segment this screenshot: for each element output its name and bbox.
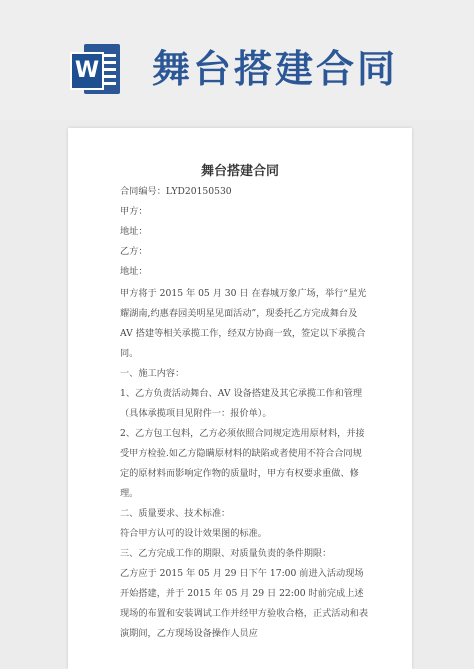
banner-title: 舞台搭建合同 <box>152 47 399 91</box>
party-b-label: 乙方： <box>120 246 148 257</box>
party-a-label: 甲方： <box>120 206 148 217</box>
header-banner <box>0 0 474 120</box>
document-title: 舞台搭建合同 <box>200 164 279 179</box>
section-1-item-1: 1、乙方负责活动舞台、AV 设备搭建及其它承揽工作和管理（具体承揽项目见附件一：报价单）。 <box>120 388 363 419</box>
party-b-address-label: 地址： <box>120 266 148 277</box>
document-page <box>68 128 412 669</box>
party-a-address-label: 地址： <box>120 226 148 237</box>
section-2-heading: 二、质量要求、技术标准： <box>120 508 231 519</box>
intro-paragraph: 甲方将于 2015 年 05 月 30 日 在春城万象广场，举行“星光耀湖南,约惠春园美明星见面活动”，现委托乙方完成舞台及 AV 搭建等相关承揽工作，经双方协商一致，签定以下承揽合同。 <box>120 288 367 359</box>
section-1-item-2: 2、乙方包工包料，乙方必须依照合同规定选用原材料，并接受甲方检验.如乙方隐瞒原材料的缺陷或者使用不符合合同规定的原材料而影响定作物的质量时，甲方有权要求重做、修理。 <box>120 428 365 499</box>
section-2-body: 符合甲方认可的设计效果图的标准。 <box>120 528 267 539</box>
word-badge-icon: W <box>70 52 104 90</box>
section-3-body: 乙方应于 2015 年 05 月 29 日下午 17:00 前进入活动现场开始搭建，并于 2015 年 05 月 29 日 22:00 时前完成上述现场的布置和安装调试工作并经甲方验收合格，正式活动和表演期间，乙方现场设备操作人员应 <box>120 568 369 639</box>
contract-number: 合同编号：LYD20150530 <box>120 186 232 197</box>
section-3-heading: 三、乙方完成工作的期限、对质量负责的条件期限： <box>120 548 332 559</box>
section-1-heading: 一、施工内容： <box>120 368 185 379</box>
word-document-icon <box>70 44 122 94</box>
document-body <box>120 182 370 644</box>
